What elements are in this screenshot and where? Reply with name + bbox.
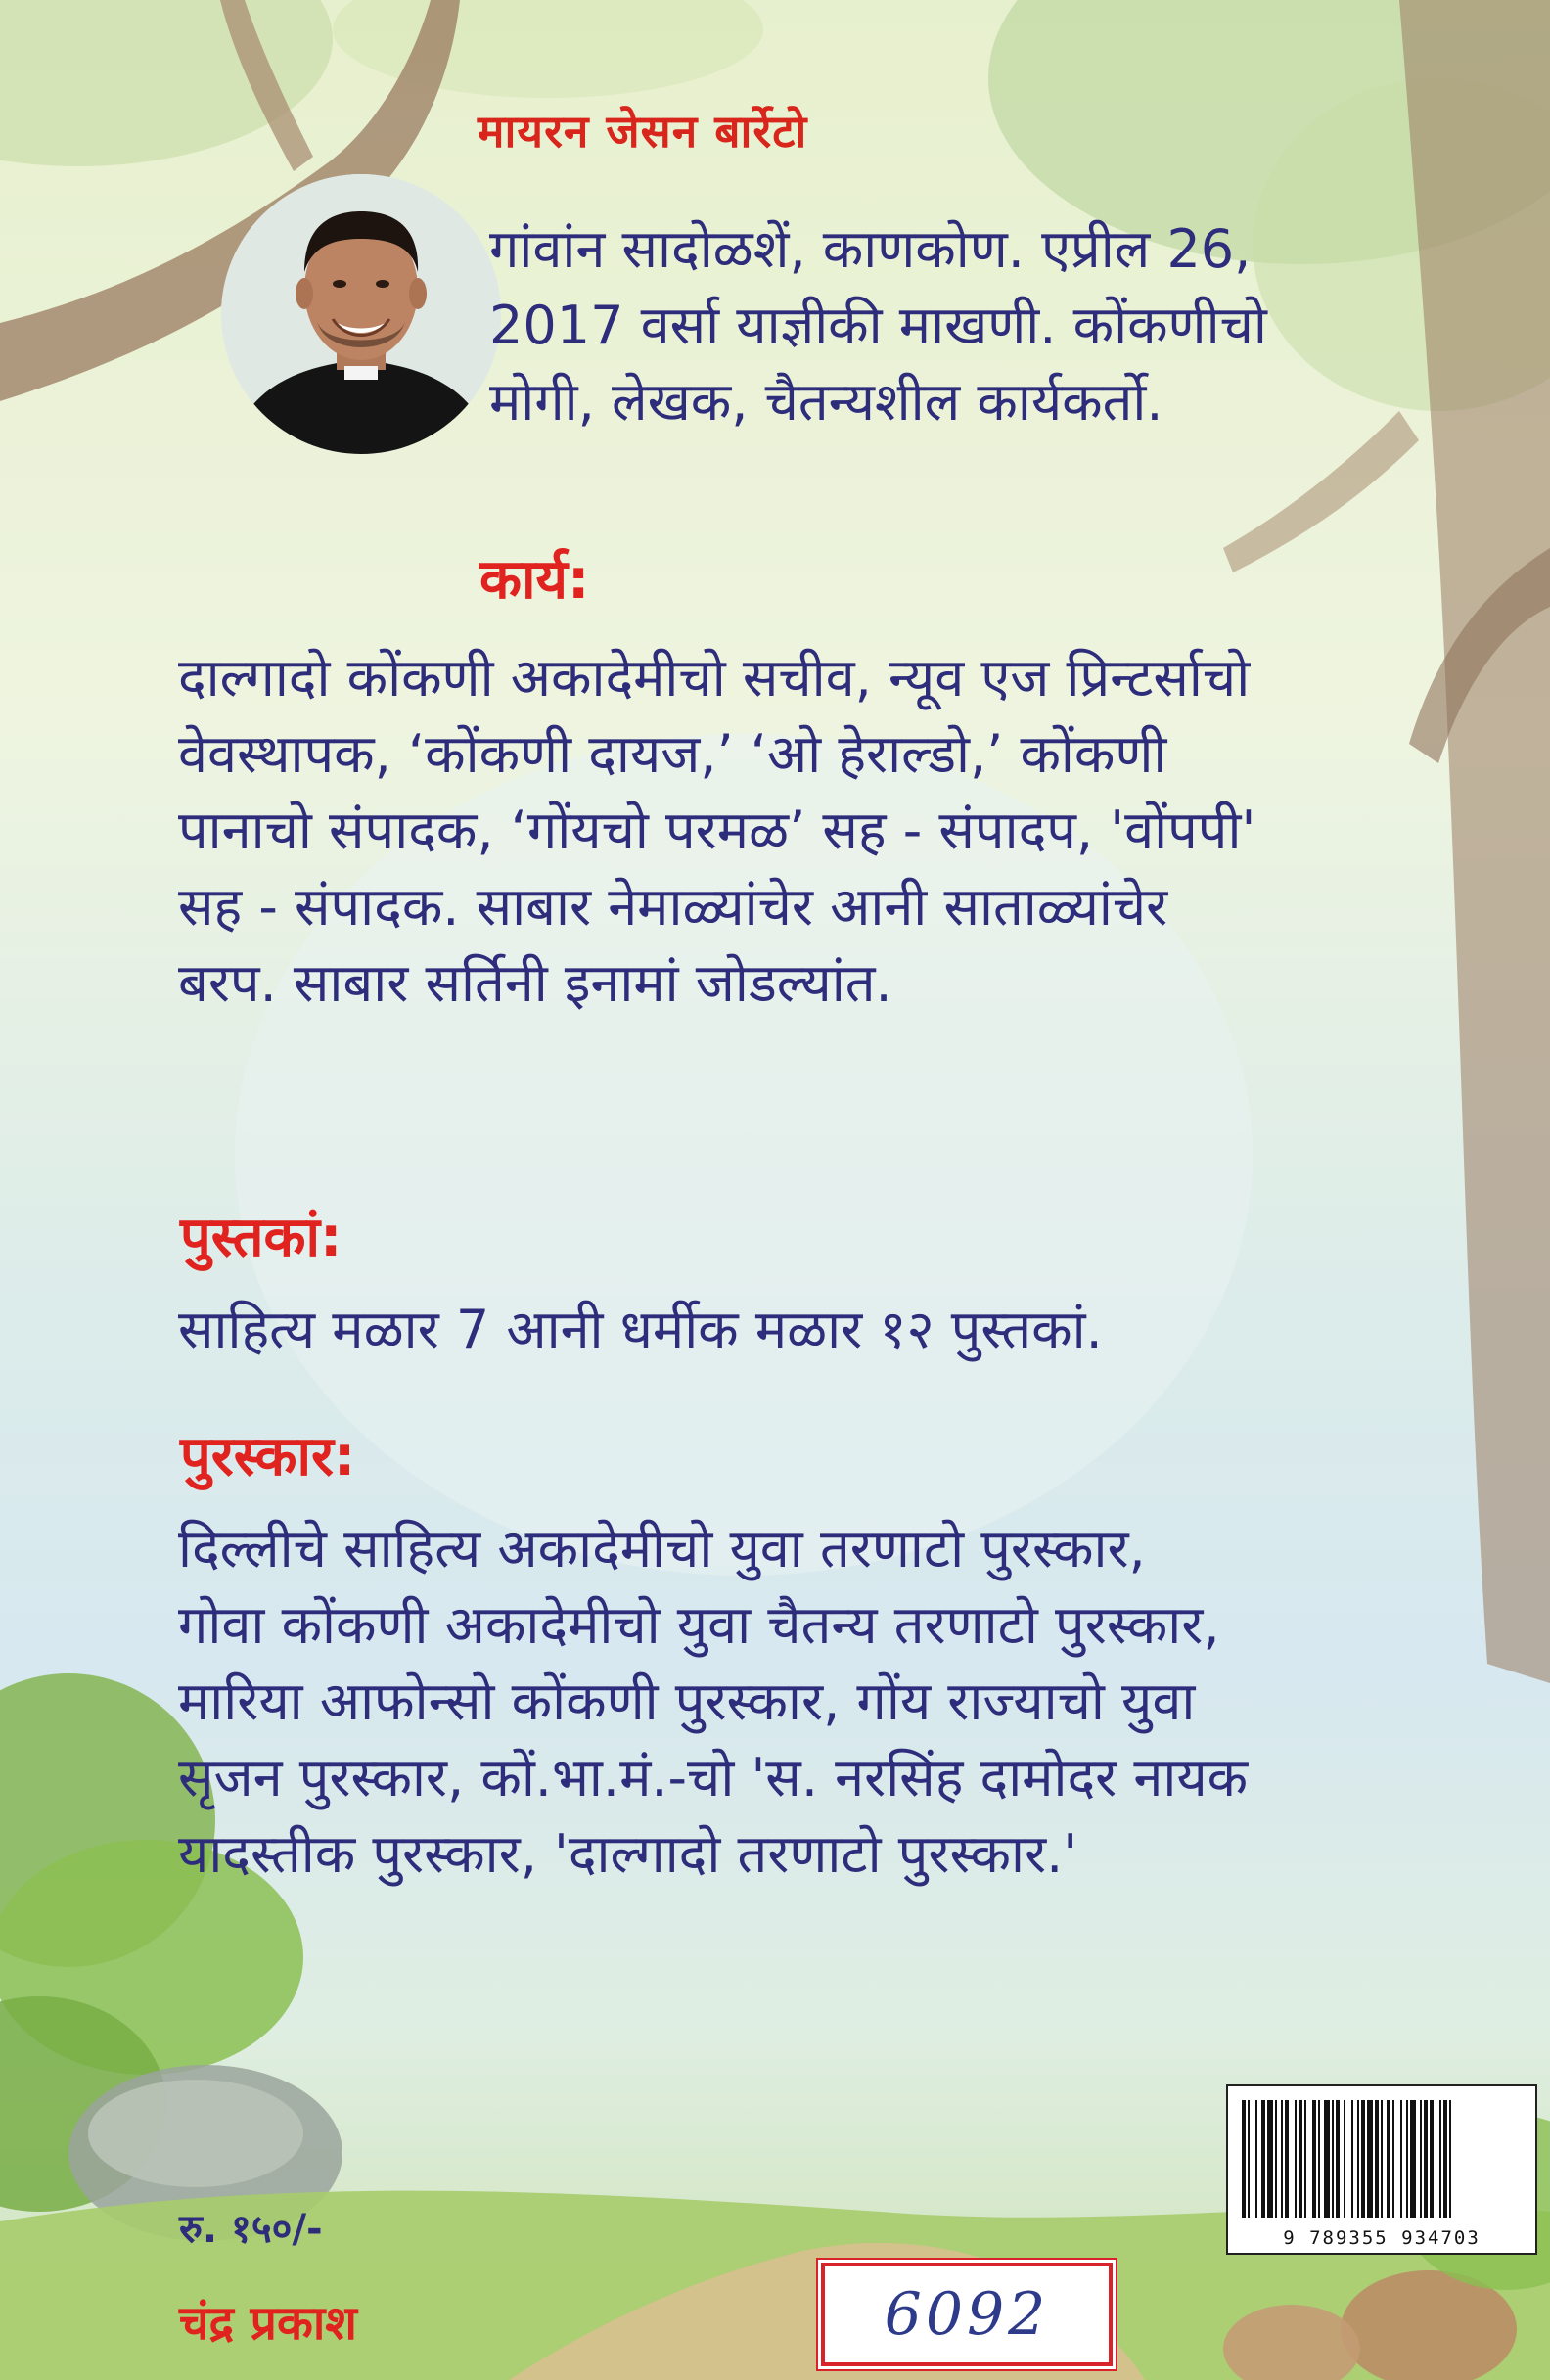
barcode-bar bbox=[1439, 2100, 1441, 2218]
publisher-name: चंद्र प्रकाश bbox=[179, 2296, 357, 2351]
barcode-bar bbox=[1361, 2100, 1365, 2218]
barcode-bar bbox=[1261, 2100, 1265, 2218]
work-paragraph bbox=[178, 640, 1538, 1022]
awards-paragraph bbox=[178, 1511, 1538, 1893]
barcode-bar bbox=[1248, 2100, 1250, 2218]
barcode-bar bbox=[1410, 2100, 1416, 2218]
barcode-bar bbox=[1406, 2100, 1408, 2218]
barcode-bar bbox=[1430, 2100, 1434, 2218]
work-heading: कार्य: bbox=[479, 548, 590, 612]
author-portrait-illustration bbox=[221, 174, 501, 454]
barcode-bar bbox=[1375, 2100, 1379, 2218]
author-bio bbox=[489, 211, 1527, 440]
barcode-bar bbox=[1381, 2100, 1383, 2218]
work-line: वेवस्थापक, ‘कोंकणी दायज,’ ‘ओ हेराल्डो,’ कोंकणी bbox=[178, 723, 1167, 785]
barcode-bar bbox=[1324, 2100, 1330, 2218]
barcode-bar bbox=[1285, 2100, 1289, 2218]
barcode-bar bbox=[1255, 2100, 1257, 2218]
isbn-barcode bbox=[1226, 2084, 1537, 2255]
barcode-bar bbox=[1295, 2100, 1297, 2218]
awards-line: सृजन पुरस्कार, कों.भा.मं.-चो 'स. नरसिंह दामोदर नायक bbox=[178, 1747, 1249, 1808]
barcode-bar bbox=[1424, 2100, 1428, 2218]
barcode-bar bbox=[1281, 2100, 1283, 2218]
bio-line: मोगी, लेखक, चैतन्यशील कार्यकर्तो. bbox=[489, 371, 1163, 433]
barcode-bar bbox=[1275, 2100, 1277, 2218]
barcode-bar bbox=[1357, 2100, 1359, 2218]
barcode-bar bbox=[1351, 2100, 1353, 2218]
awards-line: मारिया आफोन्सो कोंकणी पुरस्कार, गोंय राज्याचो युवा bbox=[178, 1671, 1196, 1732]
barcode-bar bbox=[1242, 2100, 1246, 2218]
barcode-bar bbox=[1420, 2100, 1422, 2218]
barcode-bar bbox=[1304, 2100, 1306, 2218]
bio-line: गांवांन सादोळशें, काणकोण. एप्रील 26, bbox=[489, 218, 1252, 280]
barcode-bar bbox=[1312, 2100, 1316, 2218]
awards-line: गोवा कोंकणी अकादेमीचो युवा चैतन्य तरणाटो पुरस्कार, bbox=[178, 1594, 1220, 1656]
work-line: बरप. साबार सर्तिनी इनामां जोडल्यांत. bbox=[178, 952, 892, 1014]
price-label: रु. १५०/- bbox=[179, 2207, 323, 2252]
author-name: मायरन जेसन बार्रेटो bbox=[478, 105, 808, 158]
work-line: दाल्गादो कोंकणी अकादेमीचो सचीव, न्यूव एज प्रिन्टर्साचो bbox=[178, 647, 1251, 709]
awards-line: दिल्लीचे साहित्य अकादेमीचो युवा तरणाटो पुरस्कार, bbox=[178, 1518, 1146, 1579]
barcode-bar bbox=[1267, 2100, 1273, 2218]
author-photo bbox=[221, 174, 501, 454]
bio-line: 2017 वर्सा याज्ञीकी माखणी. कोंकणीचो bbox=[489, 295, 1267, 356]
barcode-bar bbox=[1332, 2100, 1334, 2218]
library-stamp bbox=[821, 2263, 1113, 2366]
work-line: पानाचो संपादक, ‘गोंयचो परमळ’ सह - संपादप, 'वोंपपी' bbox=[178, 800, 1256, 861]
books-paragraph bbox=[178, 1292, 1538, 1368]
barcode-bar bbox=[1449, 2100, 1451, 2218]
barcode-bar bbox=[1367, 2100, 1373, 2218]
barcode-bars bbox=[1228, 2092, 1535, 2229]
books-line: साहित्य मळार 7 आनी धर्मीक मळार १२ पुस्तकां. bbox=[178, 1299, 1103, 1360]
barcode-bar bbox=[1387, 2100, 1390, 2218]
awards-line: यादस्तीक पुरस्कार, 'दाल्गादो तरणाटो पुरस्कार.' bbox=[178, 1823, 1078, 1885]
barcode-bar bbox=[1400, 2100, 1402, 2218]
barcode-bar bbox=[1336, 2100, 1340, 2218]
rock-left-top bbox=[88, 2080, 303, 2187]
awards-heading: पुरस्कार: bbox=[180, 1425, 356, 1488]
books-heading: पुस्तकां: bbox=[180, 1206, 342, 1269]
work-line: सह - संपादक. साबार नेमाळ्यांचेर आनी साताळ्यांचेर bbox=[178, 876, 1168, 938]
isbn-number: 9 789355 934703 bbox=[1283, 2227, 1481, 2249]
barcode-bar bbox=[1443, 2100, 1447, 2218]
barcode-bar bbox=[1344, 2100, 1345, 2218]
barcode-bar bbox=[1392, 2100, 1394, 2218]
barcode-bar bbox=[1318, 2100, 1320, 2218]
barcode-bar bbox=[1299, 2100, 1302, 2218]
stamp-number: 6092 bbox=[884, 2280, 1050, 2349]
